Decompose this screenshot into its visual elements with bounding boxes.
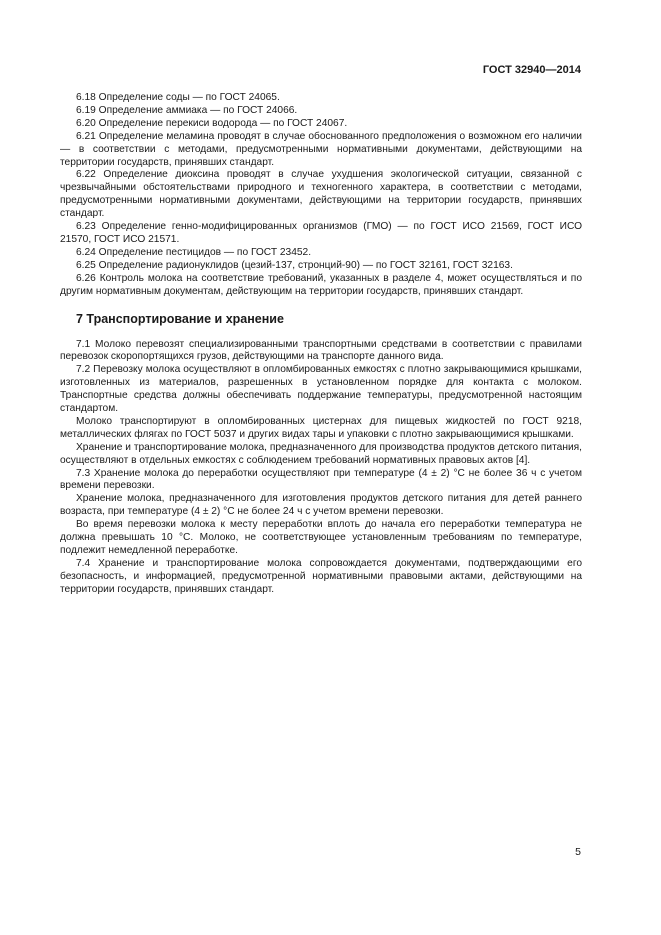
paragraph-6-18: 6.18 Определение соды — по ГОСТ 24065. <box>76 92 280 103</box>
paragraph-6-19: 6.19 Определение аммиака — по ГОСТ 24066. <box>76 104 298 116</box>
document-body <box>60 92 582 597</box>
document-code-header: ГОСТ 32940—2014 <box>482 64 581 76</box>
paragraph-6-21: 6.21 Определение меламина проводят в случае обоснованного предположения о возможном его наличии — в соответствии с методами, предусмотренными нормативными документами, действующими на территории государств, принявших стандарт. <box>60 130 582 168</box>
paragraph-7-4: 7.4 Хранение и транспортирование молока сопровождается документами, подтверждающими его безопасность, и информацией, предусмотренной нормативными правовыми актами, действующими на территории государств, принявших стандарт. <box>60 557 582 595</box>
paragraph-7-3-baby-food: Хранение молока, предназначенного для изготовления продуктов детского питания для детей раннего возраста, при температуре (4 ± 2) °С не более 24 ч с учетом времени перевозки. <box>60 493 582 518</box>
paragraph-6-23: 6.23 Определение генно-модифицированных организмов (ГМО) — по ГОСТ ИСО 21569, ГОСТ ИСО 21570, ГОСТ ИСО 21571. <box>60 221 582 245</box>
paragraph-7-2: 7.2 Перевозку молока осуществляют в опломбированных емкостях с плотно закрывающимися крышками, изготовленных из материалов, разрешенных в установленном порядке для контакта с молоком. Транспортные средства должны обеспечивать поддержание температуры, предусмотренной настоящим стандартом. <box>60 364 582 415</box>
paragraph-6-26: 6.26 Контроль молока на соответствие требований, указанных в разделе 4, может осуществляться и по другим нормативным документам, действующим на территории государств, принявших стандарт. <box>60 272 582 297</box>
paragraph-6-20: 6.20 Определение перекиси водорода — по ГОСТ 24067. <box>76 117 348 129</box>
paragraph-6-25: 6.25 Определение радионуклидов (цезий-137, стронций-90) — по ГОСТ 32161, ГОСТ 32163. <box>76 259 513 271</box>
paragraph-7-2-baby-food: Хранение и транспортирование молока, предназначенного для производства продуктов детского питания, осуществляют в отдельных емкостях с соблюдением требований нормативных правовых актов [4]. <box>60 441 582 466</box>
paragraph-7-3-transport-temp: Во время перевозки молока к месту переработки вплоть до начала его переработки температура не должна превышать 10 °С. Молоко, не соответствующее установленным требованиям по температуре, подлежит немедленной переработке. <box>60 519 582 556</box>
paragraph-6-24: 6.24 Определение пестицидов — по ГОСТ 23452. <box>76 246 312 258</box>
paragraph-6-22: 6.22 Определение диоксина проводят в случае ухудшения экологической ситуации, связанной с чрезвычайными обстоятельствами природного и техногенного характера, в соответствии с методами, предусмотренными нормативными документами, действующими на территории государств, принявших стандарт. <box>60 169 582 220</box>
page-number: 5 <box>575 846 581 858</box>
paragraph-7-3: 7.3 Хранение молока до переработки осуществляют при температуре (4 ± 2) °С не более 36 ч с учетом времени перевозки. <box>60 467 582 492</box>
section-7-title: 7 Транспортирование и хранение <box>76 311 284 326</box>
paragraph-7-1: 7.1 Молоко перевозят специализированными транспортными средствами в соответствии с правилами перевозок скоропортящихся грузов, действующими на транспорте данного вида. <box>60 338 582 363</box>
paragraph-7-2-tanks: Молоко транспортируют в опломбированных цистернах для пищевых жидкостей по ГОСТ 9218, металлических флягах по ГОСТ 5037 и других видах тары и упаковки с плотно закрывающимися крышками. <box>60 415 582 440</box>
